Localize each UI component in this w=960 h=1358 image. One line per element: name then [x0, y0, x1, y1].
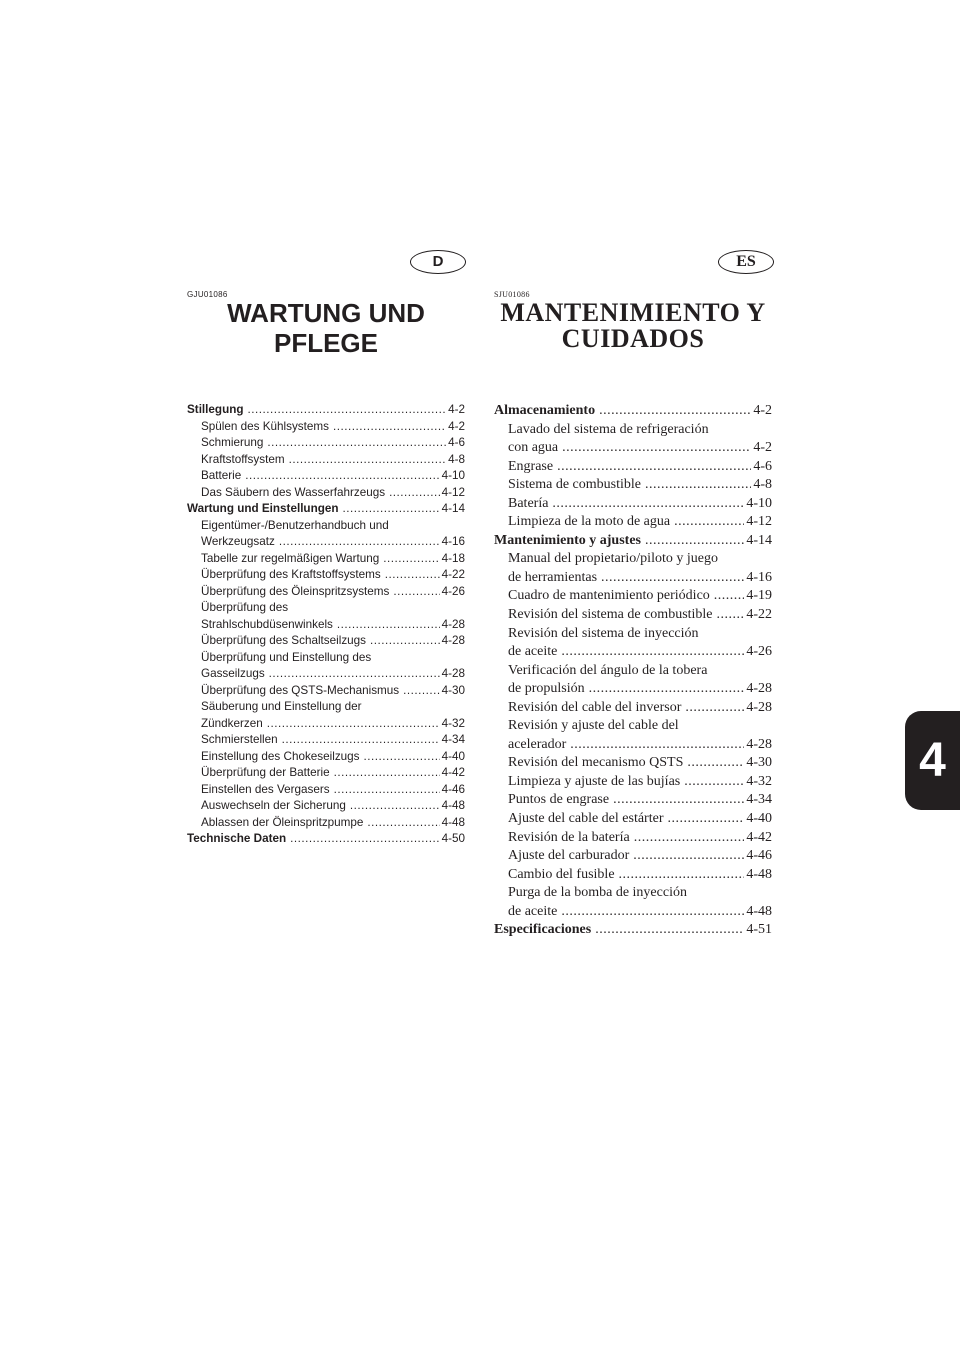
- toc-leader-dots: [674, 513, 744, 532]
- toc-entry-title: Engrase: [508, 458, 554, 474]
- toc-entry-page: 4-10: [746, 495, 772, 511]
- toc-entry-title: Batería: [508, 495, 549, 511]
- toc-entry: [187, 567, 465, 584]
- toc-leader-dots: [269, 666, 440, 683]
- toc-entry-page: 4-8: [448, 452, 465, 466]
- toc-entry-page: 4-12: [441, 485, 465, 499]
- toc-entry-page: 4-6: [448, 436, 465, 449]
- toc-entry-title: Revisión de la batería: [508, 829, 630, 845]
- toc-entry: [187, 600, 465, 617]
- toc-entry-page: 4-28: [746, 699, 772, 715]
- toc-entry-title: Strahlschubdüsenwinkels: [201, 617, 333, 631]
- toc-entry: [187, 699, 465, 716]
- toc-leader-dots: [383, 551, 439, 568]
- toc-entry: [494, 513, 772, 532]
- toc-entry: [187, 666, 465, 683]
- toc-leader-dots: [267, 435, 446, 452]
- toc-entry-title: Säuberung und Einstellung der: [201, 700, 362, 713]
- toc-entry-page: 4-28: [746, 736, 772, 752]
- toc-entry-title: Ajuste del cable del estárter: [508, 811, 664, 827]
- toc-entry-page: 4-16: [441, 535, 465, 548]
- toc-leader-dots: [343, 501, 440, 518]
- toc-entry-page: 4-28: [441, 667, 465, 680]
- toc-entry-page: 4-40: [746, 811, 772, 827]
- toc-entry: [494, 847, 772, 866]
- toc-entry-title: Tabelle zur regelmäßigen Wartung: [201, 551, 380, 565]
- toc-leader-dots: [245, 468, 439, 485]
- toc-entry-title: Überprüfung des Kraftstoffsystems: [201, 568, 381, 581]
- toc-entry: [187, 683, 465, 700]
- toc-entry-page: 4-51: [746, 922, 772, 938]
- toc-entry: [187, 452, 465, 469]
- toc-entry-title: Überprüfung des: [201, 601, 289, 614]
- toc-entry: [494, 754, 772, 773]
- toc-entry-page: 4-48: [441, 815, 465, 829]
- toc-entry-page: 4-6: [753, 458, 772, 474]
- toc-entry-title: de herramientas: [508, 569, 598, 585]
- toc-entry: [187, 815, 465, 832]
- toc-entry-title: Überprüfung des QSTS-Mechanismus: [201, 683, 400, 697]
- toc-entry-title: Überprüfung und Einstellung des: [201, 650, 372, 664]
- toc-entry-title: Überprüfung des Öleinspritzsystems: [201, 584, 390, 598]
- toc-entry-title: de propulsión: [508, 681, 585, 697]
- toc-entry-title: Lavado del sistema de refrigeración: [508, 421, 709, 437]
- toc-leader-dots: [403, 683, 439, 700]
- toc-entry-title: Gasseilzugs: [201, 667, 265, 680]
- toc-entry-page: 4-14: [746, 532, 772, 548]
- toc-leader-dots: [279, 534, 440, 551]
- toc-entry-title: Wartung und Einstellungen: [187, 502, 339, 515]
- table-of-contents-de: [187, 402, 465, 848]
- toc-entry: [494, 921, 772, 940]
- toc-entry: [187, 798, 465, 815]
- toc-entry-page: 4-34: [746, 792, 772, 808]
- chapter-title-es-line-2: CUIDADOS: [561, 324, 705, 353]
- toc-entry: [187, 584, 465, 601]
- toc-entry-title: Ajuste del carburador: [508, 848, 630, 864]
- toc-entry: [187, 765, 465, 782]
- toc-entry: [494, 402, 772, 421]
- toc-entry-page: 4-12: [746, 514, 772, 530]
- toc-entry-title: Cuadro de mantenimiento periódico: [508, 588, 710, 604]
- toc-entry-page: 4-22: [441, 568, 465, 581]
- language-badge-de: D: [410, 250, 466, 274]
- toc-entry: [187, 534, 465, 551]
- toc-leader-dots: [561, 643, 744, 662]
- toc-entry-title: Revisión del mecanismo QSTS: [508, 755, 684, 771]
- toc-entry-page: 4-22: [746, 607, 772, 623]
- toc-leader-dots: [334, 782, 440, 799]
- toc-entry-title: Überprüfung des Schaltseilzugs: [201, 634, 367, 647]
- chapter-title-es-line-1: MANTENIMIENTO Y: [500, 298, 766, 327]
- language-badge-es: ES: [718, 250, 774, 274]
- toc-entry-title: Limpieza y ajuste de las bujías: [508, 773, 681, 789]
- toc-entry: [494, 532, 772, 551]
- toc-entry: [494, 495, 772, 514]
- toc-entry-page: 4-2: [753, 440, 772, 456]
- chapter-title-de-line-2: PFLEGE: [273, 328, 378, 358]
- toc-leader-dots: [289, 452, 447, 469]
- toc-entry-title: acelerador: [508, 736, 567, 752]
- toc-entry-title: Werkzeugsatz: [201, 535, 275, 548]
- toc-leader-dots: [337, 617, 440, 634]
- toc-leader-dots: [684, 773, 744, 792]
- toc-entry-page: 4-18: [441, 551, 465, 565]
- toc-entry: [187, 485, 465, 502]
- toc-leader-dots: [589, 680, 745, 699]
- toc-entry-title: Schmierstellen: [201, 733, 278, 746]
- toc-entry: [187, 782, 465, 799]
- toc-entry-page: 4-42: [441, 766, 465, 779]
- toc-entry: [187, 617, 465, 634]
- toc-entry-title: Purga de la bomba de inyección: [508, 885, 687, 901]
- toc-entry-page: 4-26: [441, 584, 465, 598]
- toc-entry-title: Revisión del sistema de inyección: [508, 625, 699, 641]
- toc-entry: [494, 606, 772, 625]
- toc-leader-dots: [248, 402, 447, 419]
- toc-entry-title: Überprüfung der Batterie: [201, 766, 330, 779]
- toc-entry: [494, 699, 772, 718]
- toc-entry: [494, 625, 772, 644]
- toc-entry-title: Eigentümer-/Benutzerhandbuch und: [201, 518, 389, 532]
- toc-entry: [494, 643, 772, 662]
- toc-entry: [187, 402, 465, 419]
- toc-entry-title: Revisión del cable del inversor: [508, 699, 682, 715]
- chapter-title-de: [187, 298, 465, 358]
- toc-entry-title: Mantenimiento y ajustes: [494, 532, 641, 548]
- toc-entry-page: 4-46: [746, 848, 772, 864]
- toc-entry-page: 4-30: [441, 683, 465, 697]
- toc-entry: [187, 831, 465, 848]
- toc-entry-page: 4-2: [448, 419, 465, 433]
- toc-entry-page: 4-28: [746, 681, 772, 697]
- toc-leader-dots: [557, 458, 751, 477]
- toc-entry-title: con agua: [508, 440, 559, 456]
- toc-entry: [187, 650, 465, 667]
- toc-leader-dots: [334, 765, 440, 782]
- toc-entry-title: Sistema de combustible: [508, 477, 641, 493]
- toc-entry: [494, 569, 772, 588]
- toc-leader-dots: [687, 754, 744, 773]
- toc-entry-page: 4-2: [753, 403, 772, 418]
- toc-entry-title: Stillegung: [187, 403, 244, 416]
- toc-entry: [494, 736, 772, 755]
- toc-entry-page: 4-28: [441, 634, 465, 647]
- toc-entry-title: Ablassen der Öleinspritzpumpe: [201, 815, 364, 829]
- toc-entry: [494, 791, 772, 810]
- toc-entry-page: 4-26: [746, 644, 772, 660]
- toc-entry-page: 4-42: [746, 829, 772, 845]
- toc-entry: [187, 435, 465, 452]
- toc-entry-page: 4-30: [746, 755, 772, 771]
- toc-entry: [187, 551, 465, 568]
- toc-leader-dots: [595, 921, 744, 940]
- toc-leader-dots: [613, 791, 744, 810]
- chapter-tab-number: 4: [919, 734, 946, 787]
- toc-entry-page: 4-34: [441, 733, 465, 746]
- toc-entry-title: Almacenamiento: [494, 403, 596, 418]
- toc-leader-dots: [367, 815, 439, 832]
- toc-entry: [494, 829, 772, 848]
- chapter-tab: [905, 711, 960, 810]
- toc-entry-title: Auswechseln der Sicherung: [201, 799, 346, 812]
- toc-entry: [494, 550, 772, 569]
- toc-entry: [494, 680, 772, 699]
- toc-leader-dots: [350, 798, 440, 815]
- toc-leader-dots: [333, 419, 446, 436]
- toc-entry-title: de aceite: [508, 903, 558, 919]
- toc-entry-title: Revisión y ajuste del cable del: [508, 718, 679, 734]
- toc-leader-dots: [685, 699, 744, 718]
- section-code-de: GJU01086: [187, 290, 228, 299]
- toc-entry-page: 4-48: [746, 903, 772, 919]
- toc-entry: [494, 866, 772, 885]
- toc-leader-dots: [619, 866, 745, 885]
- toc-entry-page: 4-10: [441, 469, 465, 482]
- toc-entry: [187, 716, 465, 733]
- toc-leader-dots: [645, 532, 744, 551]
- toc-leader-dots: [714, 587, 745, 606]
- chapter-title-es: [494, 300, 772, 352]
- toc-entry: [187, 732, 465, 749]
- toc-entry-page: 4-8: [753, 477, 772, 493]
- toc-entry: [494, 439, 772, 458]
- toc-entry: [494, 587, 772, 606]
- toc-entry: [494, 717, 772, 736]
- toc-entry-title: Zündkerzen: [201, 716, 263, 730]
- toc-leader-dots: [290, 831, 439, 848]
- toc-entry-title: Einstellung des Chokeseilzugs: [201, 749, 360, 763]
- toc-entry-page: 4-32: [441, 716, 465, 730]
- toc-leader-dots: [267, 716, 440, 733]
- toc-entry-page: 4-48: [441, 799, 465, 812]
- toc-entry-title: Batterie: [201, 469, 242, 482]
- toc-entry-title: Limpieza de la moto de agua: [508, 514, 671, 530]
- toc-leader-dots: [562, 439, 751, 458]
- toc-leader-dots: [370, 633, 440, 650]
- toc-leader-dots: [570, 736, 744, 755]
- toc-leader-dots: [282, 732, 440, 749]
- toc-leader-dots: [634, 829, 745, 848]
- toc-entry-page: 4-19: [746, 588, 772, 604]
- toc-entry-title: Especificaciones: [494, 922, 592, 938]
- toc-entry-title: Das Säubern des Wasserfahrzeugs: [201, 485, 386, 499]
- toc-entry-title: Revisión del sistema de combustible: [508, 607, 713, 623]
- toc-leader-dots: [393, 584, 439, 601]
- toc-entry: [187, 518, 465, 535]
- toc-entry: [187, 501, 465, 518]
- toc-entry-page: 4-16: [746, 569, 772, 585]
- toc-entry-title: Puntos de engrase: [508, 792, 610, 808]
- toc-entry-page: 4-32: [746, 773, 772, 789]
- toc-entry: [494, 421, 772, 440]
- toc-entry: [494, 773, 772, 792]
- toc-entry-page: 4-46: [441, 782, 465, 796]
- toc-leader-dots: [599, 402, 751, 421]
- toc-leader-dots: [645, 476, 751, 495]
- toc-entry: [494, 476, 772, 495]
- toc-entry-title: Schmierung: [201, 436, 264, 449]
- toc-entry-page: 4-50: [441, 832, 465, 845]
- toc-entry-page: 4-2: [448, 403, 465, 416]
- toc-entry: [494, 903, 772, 922]
- toc-leader-dots: [601, 569, 744, 588]
- toc-entry-title: Manual del propietario/piloto y juego: [508, 551, 718, 567]
- toc-entry: [494, 662, 772, 681]
- toc-entry: [187, 749, 465, 766]
- toc-leader-dots: [552, 495, 744, 514]
- toc-leader-dots: [385, 567, 440, 584]
- toc-leader-dots: [667, 810, 744, 829]
- toc-entry: [187, 633, 465, 650]
- toc-entry: [187, 468, 465, 485]
- toc-entry-title: de aceite: [508, 644, 558, 660]
- chapter-title-de-line-1: WARTUNG UND: [227, 298, 425, 328]
- toc-entry-title: Technische Daten: [187, 832, 287, 845]
- toc-entry-title: Kraftstoffsystem: [201, 452, 285, 466]
- toc-entry-page: 4-40: [441, 749, 465, 763]
- table-of-contents-es: [494, 402, 772, 940]
- toc-leader-dots: [633, 847, 744, 866]
- toc-entry: [494, 884, 772, 903]
- toc-leader-dots: [717, 606, 745, 625]
- toc-entry-title: Spülen des Kühlsystems: [201, 419, 329, 433]
- toc-entry: [187, 419, 465, 436]
- toc-entry-page: 4-28: [441, 617, 465, 631]
- toc-entry-title: Verificación del ángulo de la tobera: [508, 662, 708, 678]
- section-code-es: SJU01086: [494, 290, 530, 299]
- toc-leader-dots: [389, 485, 440, 502]
- toc-entry-title: Cambio del fusible: [508, 866, 615, 882]
- toc-entry: [494, 458, 772, 477]
- toc-entry-page: 4-48: [746, 866, 772, 882]
- toc-entry-title: Einstellen des Vergasers: [201, 782, 330, 796]
- toc-entry-page: 4-14: [441, 502, 465, 515]
- toc-entry: [494, 810, 772, 829]
- toc-leader-dots: [364, 749, 440, 766]
- toc-leader-dots: [561, 903, 744, 922]
